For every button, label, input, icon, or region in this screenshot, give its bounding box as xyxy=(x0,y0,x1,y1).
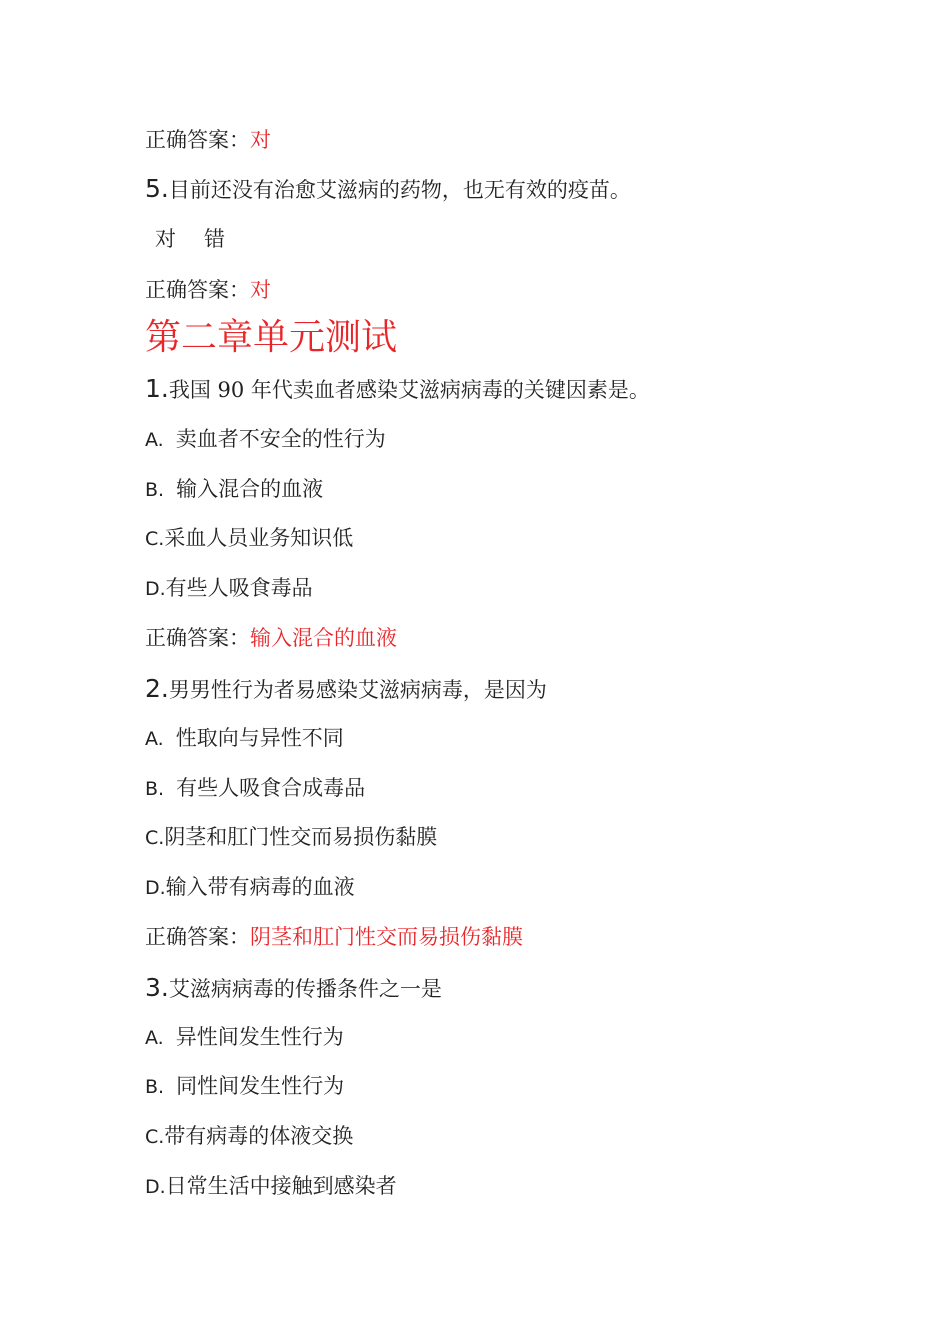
option-d xyxy=(145,1172,397,1201)
option-letter: C. xyxy=(145,528,165,550)
question-number: 2. xyxy=(145,674,169,703)
option-text: 带有病毒的体液交换 xyxy=(164,1124,354,1148)
option-text: 输入带有病毒的血液 xyxy=(165,875,355,899)
option-text: 性取向与异性不同 xyxy=(175,726,344,750)
question-1 xyxy=(145,375,650,404)
option-text: 有些人吸食毒品 xyxy=(165,576,313,600)
answer-label: 正确答案： xyxy=(145,925,250,949)
option-c xyxy=(145,524,353,553)
option-b xyxy=(145,475,323,504)
answer-label: 正确答案： xyxy=(145,278,250,302)
option-letter: B. xyxy=(145,778,165,800)
option-letter: D. xyxy=(145,1176,166,1198)
answer-line-q1 xyxy=(145,624,397,652)
option-text: 同性间发生性行为 xyxy=(176,1074,345,1098)
option-text: 有些人吸食合成毒品 xyxy=(176,776,366,800)
option-false: 错 xyxy=(204,227,225,251)
option-text: 日常生活中接触到感染者 xyxy=(165,1174,397,1198)
question-text: 艾滋病病毒的传播条件之一是 xyxy=(168,977,442,1001)
option-letter: A. xyxy=(145,1027,164,1049)
option-letter: A. xyxy=(145,429,164,451)
option-letter: D. xyxy=(145,877,166,899)
answer-value: 对 xyxy=(250,278,271,302)
option-letter: C. xyxy=(145,827,165,849)
question-3 xyxy=(145,974,442,1003)
answer-line-q5 xyxy=(145,276,271,304)
answer-value: 阴茎和肛门性交而易损伤黏膜 xyxy=(250,925,523,949)
answer-value: 对 xyxy=(250,128,271,152)
option-text: 输入混合的血液 xyxy=(176,477,324,501)
question-number: 3. xyxy=(145,973,169,1002)
option-text: 异性间发生性行为 xyxy=(175,1025,344,1049)
option-d xyxy=(145,873,355,902)
option-letter: B. xyxy=(145,1076,165,1098)
option-text: 采血人员业务知识低 xyxy=(164,526,354,550)
answer-label: 正确答案： xyxy=(145,626,250,650)
question-number: 5. xyxy=(145,174,169,203)
true-false-options xyxy=(155,225,253,253)
option-true: 对 xyxy=(155,227,176,251)
answer-line-prev xyxy=(145,126,271,154)
question-number: 1. xyxy=(145,374,169,403)
question-text: 我国 90 年代卖血者感染艾滋病病毒的关键因素是。 xyxy=(168,378,650,402)
question-text: 男男性行为者易感染艾滋病病毒，是因为 xyxy=(168,678,547,702)
question-2 xyxy=(145,675,547,704)
option-letter: C. xyxy=(145,1126,165,1148)
option-b xyxy=(145,774,365,803)
answer-line-q2 xyxy=(145,923,523,951)
chapter-title: 第二章单元测试 xyxy=(145,317,398,358)
option-d xyxy=(145,574,313,603)
option-text: 卖血者不安全的性行为 xyxy=(175,427,386,451)
option-a xyxy=(145,724,344,753)
option-b xyxy=(145,1072,344,1101)
option-c xyxy=(145,1122,353,1151)
option-c xyxy=(145,823,437,852)
option-a xyxy=(145,425,386,454)
option-text: 阴茎和肛门性交而易损伤黏膜 xyxy=(164,825,438,849)
question-text: 目前还没有治愈艾滋病的药物，也无有效的疫苗。 xyxy=(168,178,631,202)
option-letter: D. xyxy=(145,578,166,600)
option-letter: A. xyxy=(145,728,164,750)
answer-label: 正确答案： xyxy=(145,128,250,152)
option-letter: B. xyxy=(145,479,165,501)
question-5 xyxy=(145,175,631,204)
answer-value: 输入混合的血液 xyxy=(250,626,397,650)
option-a xyxy=(145,1023,344,1052)
